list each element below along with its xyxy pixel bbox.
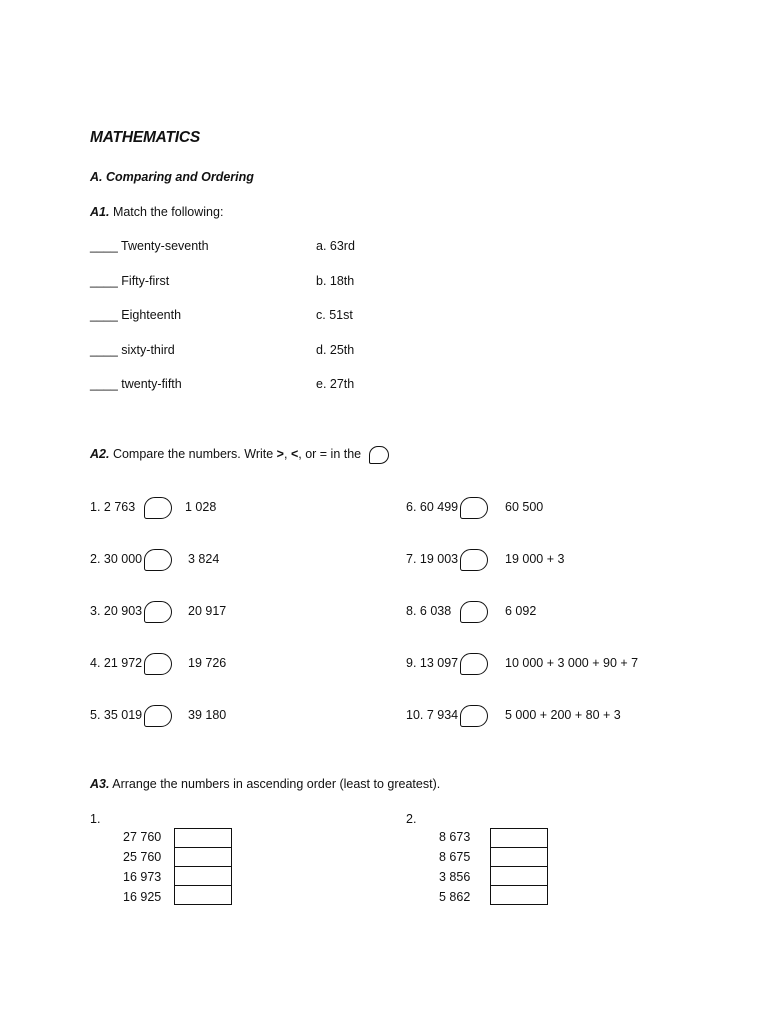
order-answer-box[interactable] [490, 847, 548, 867]
compare-left-value: 3. 20 903 [90, 604, 143, 618]
order-answer-box[interactable] [490, 885, 548, 905]
compare-right-value: 19 726 [188, 656, 227, 670]
compare-right-value: 3 824 [188, 552, 220, 566]
order-answer-box[interactable] [490, 828, 548, 848]
compare-left-value: 10. 7 934 [406, 708, 459, 722]
a3-instruction: Arrange the numbers in ascending order (least to greatest). [112, 777, 441, 791]
compare-answer-box[interactable] [460, 601, 488, 623]
a1-instruction-line [90, 205, 223, 219]
match-left-item: ____ Eighteenth [90, 308, 182, 322]
a3-label: A3. [90, 777, 110, 791]
compare-right-value: 5 000 + 200 + 80 + 3 [505, 708, 621, 722]
a2-separator: , [283, 447, 291, 461]
order-answer-box[interactable] [174, 866, 232, 886]
compare-answer-box[interactable] [144, 497, 172, 519]
less-than-symbol: < [290, 447, 299, 461]
match-right-item: e. 27th [316, 377, 355, 391]
a2-label: A2. [90, 447, 110, 461]
order-answer-box[interactable] [174, 847, 232, 867]
a1-label: A1. [90, 205, 110, 219]
match-left-item: ____ twenty-fifth [90, 377, 182, 391]
compare-answer-box[interactable] [144, 601, 172, 623]
compare-right-value: 6 092 [505, 604, 537, 618]
compare-right-value: 10 000 + 3 000 + 90 + 7 [505, 656, 639, 670]
compare-left-value: 6. 60 499 [406, 500, 459, 514]
compare-left-value: 1. 2 763 [90, 500, 136, 514]
page-title: MATHEMATICS [90, 129, 201, 146]
order-answer-boxes [174, 828, 232, 905]
order-number: 5 862 [439, 890, 471, 904]
greater-than-symbol: > [276, 447, 284, 461]
order-number: 8 675 [439, 850, 471, 864]
order-answer-boxes [490, 828, 548, 905]
order-number: 8 673 [439, 830, 471, 844]
match-left-item: ____ Twenty-seventh [90, 239, 209, 253]
order-answer-box[interactable] [490, 866, 548, 886]
compare-right-value: 1 028 [185, 500, 217, 514]
a2-instruction-prefix: Compare the numbers. Write [112, 447, 277, 461]
order-answer-box[interactable] [174, 828, 232, 848]
a2-instruction-suffix: , or = in the [298, 447, 362, 461]
compare-left-value: 5. 35 019 [90, 708, 143, 722]
compare-right-value: 19 000 + 3 [505, 552, 565, 566]
order-number: 16 925 [123, 890, 162, 904]
a3-instruction-line [90, 777, 440, 791]
match-right-item: b. 18th [316, 274, 355, 288]
section-heading: A. Comparing and Ordering [90, 170, 254, 184]
compare-left-value: 8. 6 038 [406, 604, 452, 618]
order-number: 27 760 [123, 830, 162, 844]
compare-left-value: 2. 30 000 [90, 552, 143, 566]
order-number: 3 856 [439, 870, 471, 884]
match-left-item: ____ sixty-third [90, 343, 175, 357]
compare-left-value: 7. 19 003 [406, 552, 459, 566]
answer-shape-icon [369, 446, 389, 464]
order-number: 25 760 [123, 850, 162, 864]
compare-right-value: 20 917 [188, 604, 227, 618]
compare-left-value: 4. 21 972 [90, 656, 143, 670]
compare-left-value: 9. 13 097 [406, 656, 459, 670]
compare-right-value: 39 180 [188, 708, 227, 722]
match-right-item: d. 25th [316, 343, 355, 357]
match-left-item: ____ Fifty-first [90, 274, 170, 288]
compare-answer-box[interactable] [460, 653, 488, 675]
compare-answer-box[interactable] [460, 497, 488, 519]
compare-answer-box[interactable] [460, 705, 488, 727]
a2-instruction-line [90, 447, 361, 461]
match-right-item: a. 63rd [316, 239, 355, 253]
order-group-label: 2. [406, 812, 417, 826]
compare-right-value: 60 500 [505, 500, 544, 514]
compare-answer-box[interactable] [144, 705, 172, 727]
order-group-label: 1. [90, 812, 101, 826]
compare-answer-box[interactable] [144, 549, 172, 571]
order-answer-box[interactable] [174, 885, 232, 905]
order-number: 16 973 [123, 870, 162, 884]
a1-instruction: Match the following: [112, 205, 224, 219]
match-right-item: c. 51st [316, 308, 353, 322]
compare-answer-box[interactable] [144, 653, 172, 675]
compare-answer-box[interactable] [460, 549, 488, 571]
